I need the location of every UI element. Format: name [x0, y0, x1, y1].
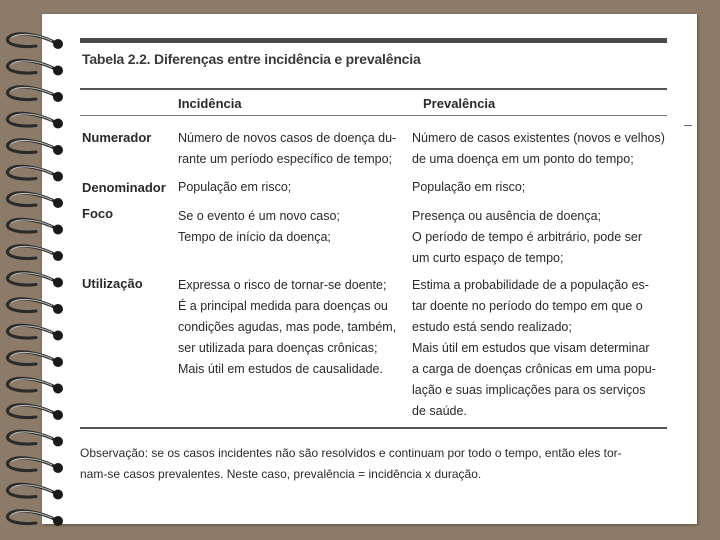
cell-line: condições agudas, mas pode, também,	[178, 320, 397, 334]
binding-ring	[7, 34, 63, 49]
note-line: Observação: se os casos incidentes não são resolvidos e continuam por todo o tempo, então eles tor-	[80, 446, 622, 460]
binding-ring	[7, 325, 63, 340]
margin-tick	[684, 125, 692, 126]
cell-line: População em risco;	[412, 180, 526, 194]
column-header-prevalencia: Prevalência	[423, 96, 496, 111]
cell-line: de uma doença em um ponto do tempo;	[412, 152, 634, 166]
binding-ring	[7, 352, 63, 367]
cell-line: Presença ou ausência de doença;	[412, 209, 602, 223]
cell-line: Se o evento é um novo caso;	[178, 209, 340, 223]
cell-line: um curto espaço de tempo;	[412, 251, 564, 265]
binding-ring	[7, 60, 63, 75]
cell-line: O período de tempo é arbitrário, pode ser	[412, 230, 642, 244]
cell-utilizacao-prevalencia	[412, 275, 672, 422]
column-header-incidencia: Incidência	[178, 96, 242, 111]
cell-line: a carga de doenças crônicas em uma popu-	[412, 362, 656, 376]
binding-ring	[7, 431, 63, 446]
table-note	[80, 443, 670, 485]
cell-denominador-prevalencia	[412, 177, 672, 198]
binding-ring	[7, 87, 63, 102]
table-title-row	[80, 38, 667, 72]
cell-numerador-incidencia	[178, 128, 408, 170]
cell-line: rante um período específico de tempo;	[178, 152, 393, 166]
binding-ring	[7, 193, 63, 208]
header-rule	[80, 115, 667, 116]
row-label-utilizacao: Utilização	[82, 276, 143, 291]
binding-ring	[7, 299, 63, 314]
cell-line: estudo está sendo realizado;	[412, 320, 572, 334]
cell-utilizacao-incidencia	[178, 275, 408, 380]
cell-line: Mais útil em estudos de causalidade.	[178, 362, 383, 376]
row-label-denominador: Denominador	[82, 180, 166, 195]
cell-line: Tempo de início da doença;	[178, 230, 331, 244]
cell-line: ser utilizada para doenças crônicas;	[178, 341, 378, 355]
cell-line: População em risco;	[178, 180, 292, 194]
spiral-binding	[0, 0, 80, 540]
binding-ring	[7, 246, 63, 261]
cell-line: tar doente no período do tempo em que o	[412, 299, 643, 313]
binding-ring	[7, 484, 63, 499]
cell-denominador-incidencia	[178, 177, 408, 198]
cell-line: Expressa o risco de tornar-se doente;	[178, 278, 387, 292]
cell-line: Estima a probabilidade de a população es-	[412, 278, 649, 292]
binding-ring	[7, 166, 63, 181]
title-bar	[80, 38, 667, 43]
binding-ring	[7, 272, 63, 287]
binding-ring	[7, 511, 63, 526]
cell-numerador-prevalencia	[412, 128, 672, 170]
cell-foco-incidencia	[178, 206, 408, 248]
binding-ring	[7, 113, 63, 128]
cell-line: de saúde.	[412, 404, 467, 418]
cell-line: É a principal medida para doenças ou	[178, 299, 388, 313]
binding-ring	[7, 458, 63, 473]
cell-line: lação e suas implicações para os serviços	[412, 383, 646, 397]
cell-line: Número de casos existentes (novos e velhos)	[412, 131, 665, 145]
table-title: Tabela 2.2. Diferenças entre incidência e prevalência	[82, 51, 421, 67]
binding-ring	[7, 140, 63, 155]
note-line: nam-se casos prevalentes. Neste caso, prevalência = incidência x duração.	[80, 467, 482, 481]
table-bottom-rule	[80, 427, 667, 429]
cell-foco-prevalencia	[412, 206, 672, 269]
row-label-foco: Foco	[82, 206, 114, 221]
binding-ring	[7, 219, 63, 234]
table-top-rule	[80, 88, 667, 90]
binding-ring	[7, 378, 63, 393]
row-label-numerador: Numerador	[82, 130, 152, 145]
cell-line: Número de novos casos de doença du-	[178, 131, 397, 145]
cell-line: Mais útil em estudos que visam determinar	[412, 341, 650, 355]
binding-ring	[7, 405, 63, 420]
